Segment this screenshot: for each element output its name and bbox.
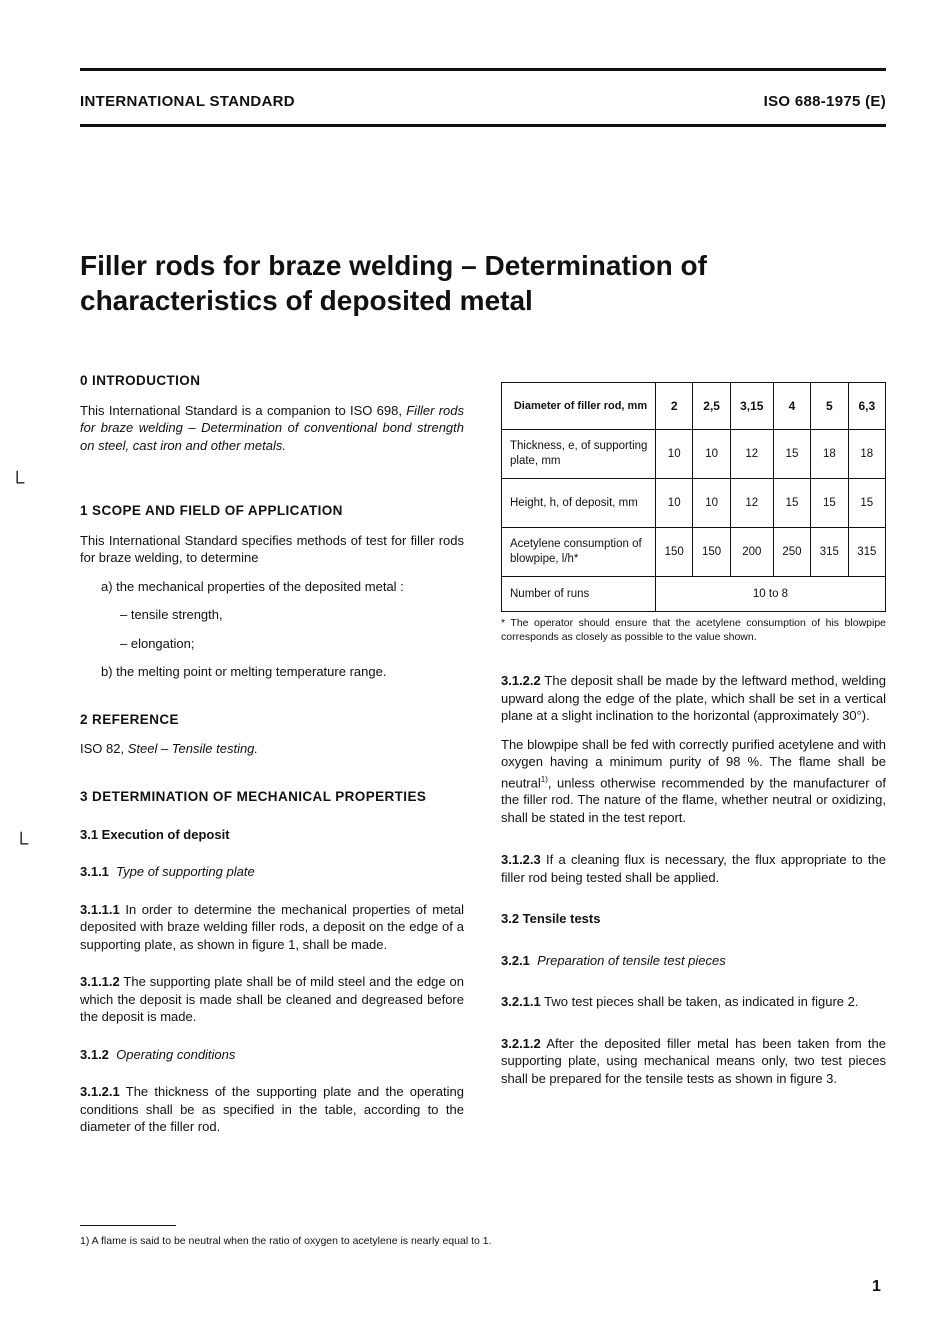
table-row <box>502 430 886 479</box>
margin-mark-1: └ <box>10 472 25 494</box>
list-item-a: a) the mechanical properties of the deposited metal : <box>101 578 404 594</box>
section-3-1-1-heading: 3.1.1 Type of supporting plate <box>80 864 255 879</box>
left-column <box>80 372 464 454</box>
blowpipe-paragraph: The blowpipe shall be fed with correctly purified acetylene and with oxygen having a minimum purity of 98 %. The flame shall be neutral$^{1)}$, unless otherwise recommended by the manufacturer of the filler rod. The nature of the flame, whether neutral or oxidizing, shall be stated in the test report. <box>501 736 886 825</box>
section-3-2-1-2-paragraph: 3.2.1.2 After the deposited filler metal has been taken from the supporting plate, using mechanical means only, two test pieces shall be prepared for the tensile tests as shown in figure 3. <box>501 1035 886 1086</box>
list-item-a-sub-2: – elongation; <box>120 635 195 651</box>
section-3-1-2-heading: 3.1.2 Operating conditions <box>80 1046 236 1062</box>
table-row <box>502 479 886 528</box>
intro-heading: 0 INTRODUCTION <box>80 373 201 388</box>
table-cell: 10 <box>656 430 693 479</box>
intro-paragraph: This International Standard is a companion to ISO 698, Filler rods for braze welding – Determination of conventional bond strength on steel, cast iron and other metals. <box>80 402 464 453</box>
section-3-2-1-heading: 3.2.1 Preparation of tensile test pieces <box>501 952 726 968</box>
standard-label: INTERNATIONAL STANDARD <box>80 93 295 110</box>
reference-heading: 2 REFERENCE <box>80 712 179 727</box>
table-cell: 12 <box>730 479 773 528</box>
mechanical-section <box>80 788 464 1136</box>
list-item-a-sub-1: – tensile strength, <box>120 607 223 622</box>
footnote-rule <box>80 1225 176 1226</box>
table-cell: 15 <box>773 479 810 528</box>
table-cell: 15 <box>848 479 885 528</box>
table-cell: 15 <box>811 479 848 528</box>
mechanical-heading: 3 DETERMINATION OF MECHANICAL PROPERTIES <box>80 789 427 804</box>
diameter-cell: 6,3 <box>848 383 885 430</box>
table-cell: 18 <box>811 430 848 479</box>
table-row <box>502 528 886 577</box>
table-cell: 10 <box>656 479 693 528</box>
page-title <box>80 248 860 318</box>
section-3-1-1-2-paragraph: 3.1.1.2 The supporting plate shall be of mild steel and the edge on which the deposit is made shall be cleaned and degreased before the deposit is made. <box>80 974 464 1024</box>
table-cell: 315 <box>811 528 848 577</box>
table-cell: 10 <box>693 479 730 528</box>
diameter-cell: 3,15 <box>730 383 773 430</box>
table-cell: 150 <box>656 528 693 577</box>
table-cell: 315 <box>848 528 885 577</box>
margin-mark-2: └ <box>14 833 29 855</box>
reference-section <box>80 711 464 757</box>
title-line-2: characteristics of deposited metal <box>80 285 533 316</box>
header-bottom-rule <box>80 124 886 127</box>
section-3-1-1-1-paragraph: 3.1.1.1 In order to determine the mechanical properties of metal deposited with braze welding filler rods, a deposit on the edge of a supporting plate, as shown in figure 1, shall be made. <box>80 901 464 952</box>
scope-paragraph: This International Standard specifies methods of test for filler rods for braze welding, to determine <box>80 532 464 565</box>
table-row <box>502 577 886 612</box>
table-header-row <box>502 383 886 430</box>
table-cell: 150 <box>693 528 730 577</box>
table-footnote: * The operator should ensure that the acetylene consumption of his blowpipe corresponds as closely as possible to the value shown. <box>501 617 886 643</box>
header-top-rule <box>80 68 886 71</box>
row-label: Height, h, of deposit, mm <box>502 479 656 528</box>
table-cell: 18 <box>848 430 885 479</box>
diameter-cell: 5 <box>811 383 848 430</box>
table-cell: 15 <box>773 430 810 479</box>
section-3-1-2-3-paragraph: 3.1.2.3 If a cleaning flux is necessary, the flux appropriate to the filler rod being tested shall be applied. <box>501 852 886 885</box>
diameter-cell: 4 <box>773 383 810 430</box>
right-column <box>501 672 886 1087</box>
list-item-b: b) the melting point or melting temperature range. <box>101 664 387 679</box>
page-number: 1 <box>872 1278 881 1295</box>
table-cell: 250 <box>773 528 810 577</box>
operating-conditions-table <box>501 382 886 612</box>
table-cell: 10 <box>693 430 730 479</box>
title-line-1: Filler rods for braze welding – Determination of <box>80 250 707 281</box>
row-label: Acetylene consumption of blowpipe, l/h* <box>502 528 656 577</box>
standard-number: ISO 688-1975 (E) <box>763 93 886 110</box>
section-3-1-2-2-paragraph: 3.1.2.2 The deposit shall be made by the leftward method, welding upward along the edge of the plate, which shall be set in a vertical plane at a slight inclination to the horizontal (approximately 30°). <box>501 673 886 723</box>
reference-paragraph: ISO 82, Steel – Tensile testing. <box>80 740 259 756</box>
diameter-cell: 2 <box>656 383 693 430</box>
table-cell: 12 <box>730 430 773 479</box>
scope-heading: 1 SCOPE AND FIELD OF APPLICATION <box>80 503 343 518</box>
table-header-label: Diameter of filler rod, mm <box>502 383 656 430</box>
section-3-1-heading: 3.1 Execution of deposit <box>80 826 230 842</box>
section-3-2-heading: 3.2 Tensile tests <box>501 911 601 927</box>
section-3-1-2-1-paragraph: 3.1.2.1 The thickness of the supporting plate and the operating conditions shall be as specified in the table, according to the diameter of the filler rod. <box>80 1084 464 1134</box>
row-label: Number of runs <box>502 577 656 612</box>
table-cell: 200 <box>730 528 773 577</box>
page-footnote: 1) A flame is said to be neutral when the ratio of oxygen to acetylene is nearly equal to 1. <box>80 1235 492 1247</box>
section-3-2-1-1-paragraph: 3.2.1.1 Two test pieces shall be taken, as indicated in figure 2. <box>501 994 859 1010</box>
scope-section <box>80 502 464 681</box>
diameter-cell: 2,5 <box>693 383 730 430</box>
row-label: Thickness, e, of supporting plate, mm <box>502 430 656 479</box>
runs-value-cell: 10 to 8 <box>656 577 886 612</box>
